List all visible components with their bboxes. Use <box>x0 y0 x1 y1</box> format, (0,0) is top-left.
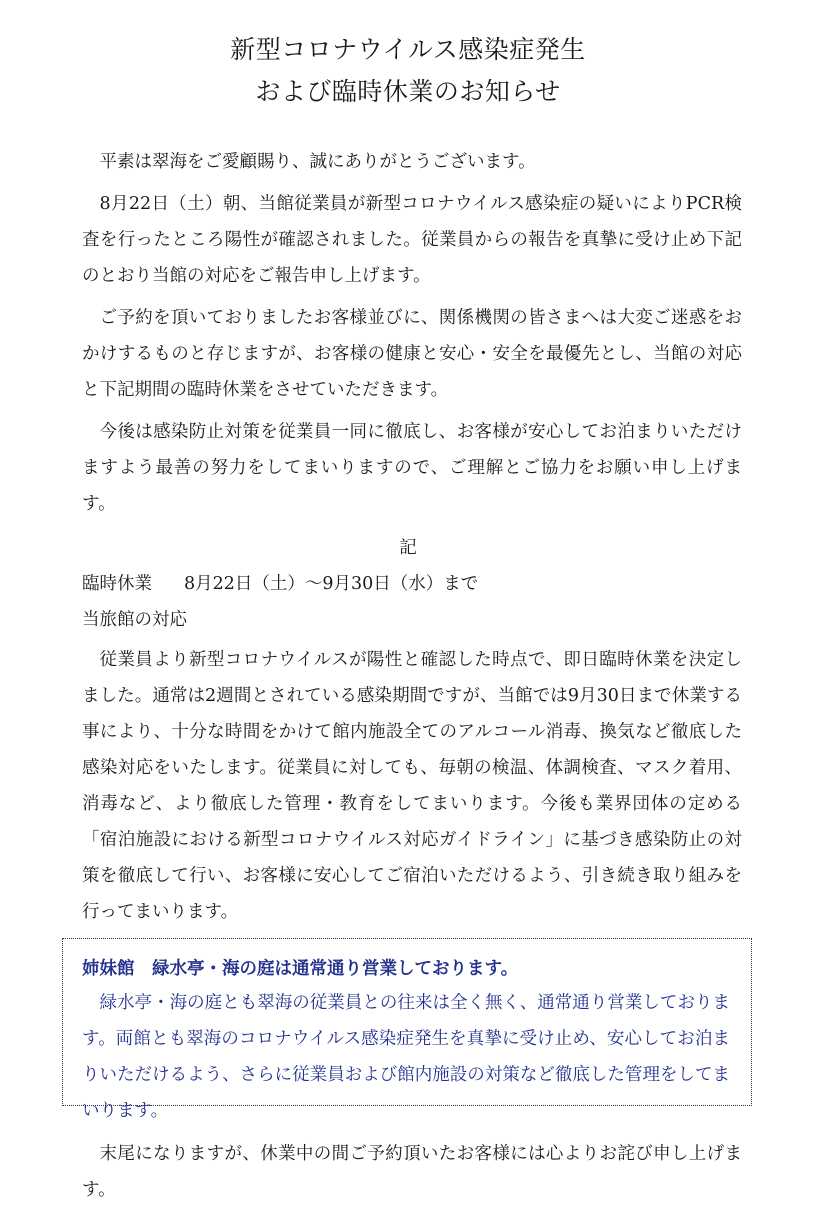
intro-paragraph-3: ご予約を頂いておりましたお客様並びに、関係機関の皆さまへは大変ご迷惑をおかけするものと存じますが、お客様の健康と安心・安全を最優先とし、当館の対応と下記期間の臨時休業をさせていただきます。 <box>82 308 742 400</box>
intro-paragraph-4: 今後は感染防止対策を従業員一同に徹底し、お客様が安心してお泊まりいただけますよう最善の努力をしてまいりますので、ご理解とご協力をお願い申し上げます。 <box>82 422 742 514</box>
ki-heading: 記 <box>399 538 417 558</box>
title-line-1: 新型コロナウイルス感染症発生 <box>230 35 586 64</box>
sister-hotel-body: 緑水亭・海の庭とも翠海の従業員との往来は全く無く、通常通り営業しております。両館とも翠海のコロナウイルス感染症発生を真摯に受け止め、安心してお泊まりいただけるよう、さらに従業員および館内施設の対策など徹底した管理をしてまいります。 <box>82 993 730 1121</box>
response-body: 従業員より新型コロナウイルスが陽性と確認した時点で、即日臨時休業を決定しました。通常は2週間とされている感染期間ですが、当館では9月30日まで休業する事により、十分な時間をかけて館内施設全てのアルコール消毒、換気など徹底した感染対応をいたします。従業員に対しても、毎朝の検温、体調検査、マスク着用、消毒など、より徹底した管理・教育をしてまいります。今後も業界団体の定める「宿泊施設における新型コロナウイルス対応ガイドライン」に基づき感染防止の対策を徹底して行い、お客様に安心してご宿泊いただけるよう、引き続き取り組みを行ってまいります。 <box>82 650 742 922</box>
intro-paragraph-2: 8月22日（土）朝、当館従業員が新型コロナウイルス感染症の疑いによりPCR検査を行ったところ陽性が確認されました。従業員からの報告を真摯に受け止め下記のとおり当館の対応をご報告申し上げます。 <box>82 194 742 286</box>
response-heading: 当旅館の対応 <box>82 610 187 630</box>
closure-period: 8月22日（土）～9月30日（水）まで <box>184 574 479 594</box>
title-line-2: および臨時休業のお知らせ <box>255 77 561 106</box>
closing-paragraph: 末尾になりますが、休業中の間ご予約頂いたお客様には心よりお詫び申し上げます。 <box>82 1144 742 1200</box>
intro-paragraph-1: 平素は翠海をご愛顧賜り、誠にありがとうございます。 <box>99 152 536 172</box>
closure-label: 臨時休業 <box>82 574 152 594</box>
sister-hotel-heading: 姉妹館 緑水亭・海の庭は通常通り営業しております。 <box>82 959 519 979</box>
